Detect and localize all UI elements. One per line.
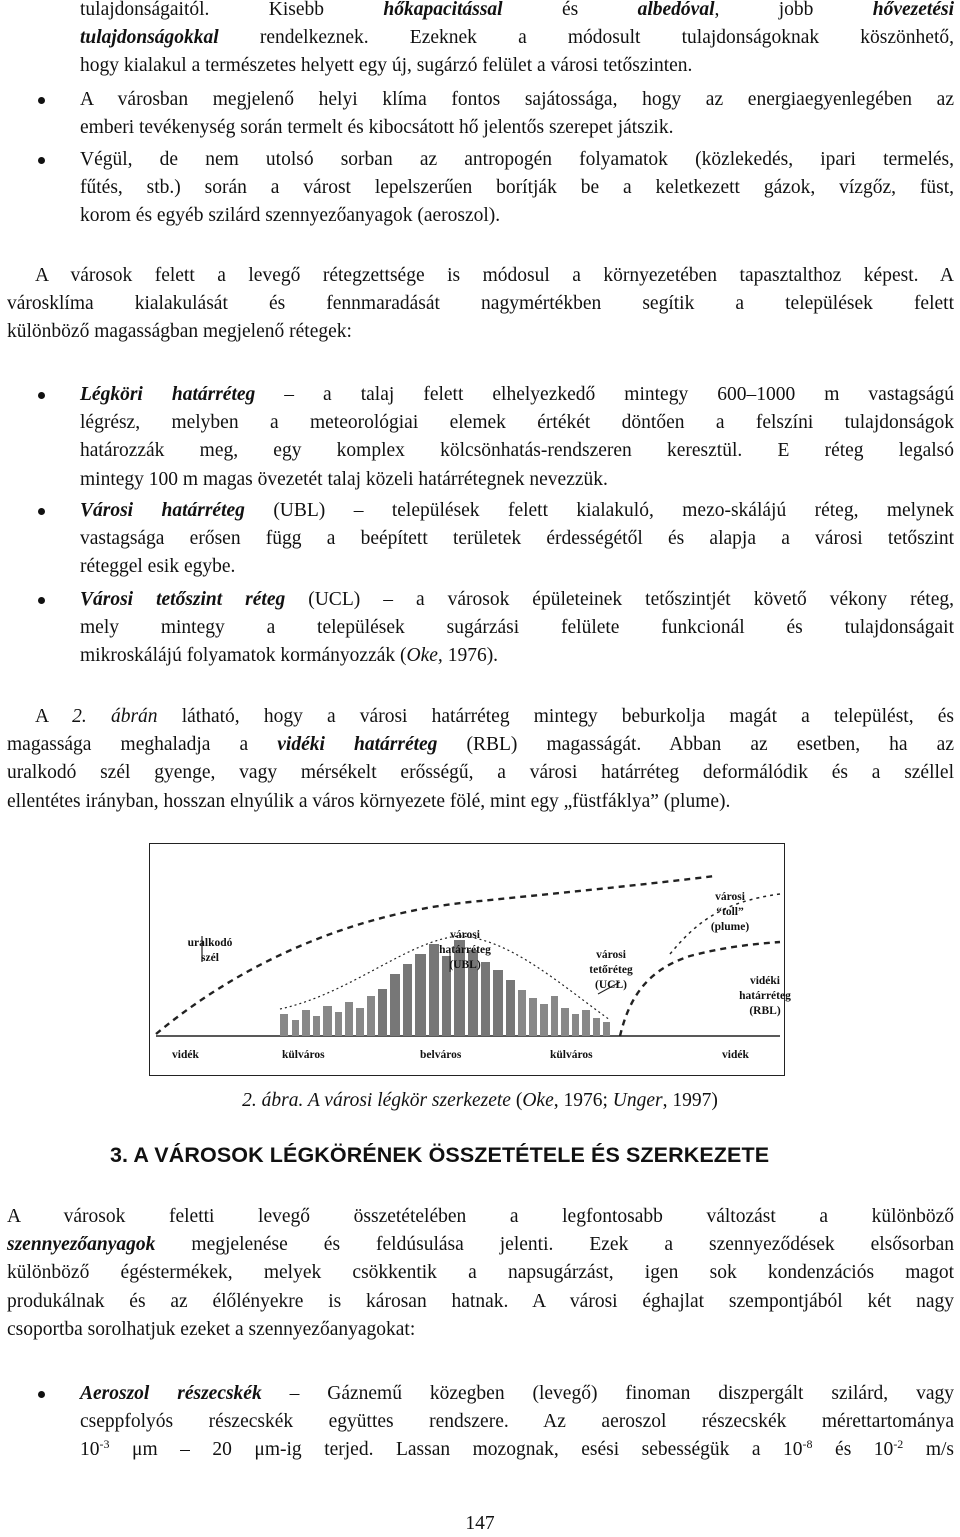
text-span: tulajdonságaitól. Kisebb [80, 0, 384, 20]
text-span: magassága meghaladja a [7, 734, 278, 756]
term-videki-hatarreteg: vidéki határréteg [277, 734, 438, 756]
text-span: m/s [903, 1439, 954, 1461]
exponent: -2 [893, 1437, 904, 1452]
label-line: városi [715, 891, 745, 903]
paragraph-layers-intro [7, 262, 954, 347]
text-line: mely mintegy a települések sugárzási felülete funkcionál és tulajdonságait [80, 617, 954, 639]
citation-author: Unger [612, 1090, 663, 1111]
text-span: , 1997) [662, 1090, 718, 1111]
text-line [80, 642, 954, 670]
text-line: emberi tevékenység során termelt és kibocsátott hő jelentős szerepet játszik. [80, 117, 674, 139]
page-number: 147 [465, 1513, 495, 1534]
ground-label-downtown: belváros [420, 1049, 462, 1061]
term-tulajdonsagokkal: tulajdonságokkal [80, 27, 219, 49]
label-line: tetőréteg [589, 964, 633, 976]
ground-label-suburb-left: külváros [282, 1049, 325, 1061]
text-span: és 10 [812, 1439, 894, 1461]
term-legkori-hatarreteg: Légköri határréteg [80, 384, 256, 405]
text-line [80, 0, 954, 24]
text-line [7, 1231, 954, 1259]
bullet-dot [38, 1391, 45, 1398]
label-line: határréteg [739, 990, 791, 1002]
text-line [80, 497, 954, 525]
text-span: rendelkeznek. Ezeknek a módosult tulajdonságoknak köszönhető, [218, 27, 954, 49]
caption-title: 2. ábra. A városi légkör szerkezete [242, 1090, 511, 1111]
citation-author: Oke, [406, 645, 443, 667]
label-prevailing-wind [170, 936, 250, 966]
text-line [7, 703, 954, 731]
text-span: (UBL) – települések felett kialakuló, mezo-skálájú réteg, melynek [244, 500, 954, 521]
text-span: – Gáznemű közegben (levegő) finoman diszpergált szilárd, vagy [261, 1383, 954, 1404]
bullet-dot [38, 392, 45, 399]
bullet-dot [38, 597, 45, 604]
text-span: 10 [80, 1439, 100, 1461]
text-line: különböző magasságban megjelenő rétegek: [7, 321, 352, 343]
text-span: μm – 20 μm-ig terjed. Lassan mozognak, esési sebességük a 10 [109, 1439, 803, 1461]
text-span: , 1976; [553, 1090, 613, 1111]
term-aeroszol: Aeroszol részecskék [80, 1383, 262, 1404]
label-ubl [420, 928, 510, 973]
term-varosi-hatarreteg: Városi határréteg [80, 500, 245, 521]
text-span: 1976). [442, 645, 499, 667]
exponent: -8 [802, 1437, 813, 1452]
text-span: megjelenése és feldúsulása jelenti. Ezek a szennyeződések elsősorban [155, 1234, 954, 1256]
label-line: vidéki [749, 975, 781, 987]
text-line: cseppfolyós részecskék együttes rendszere. Az aeroszol részecskék mérettartománya [80, 1411, 954, 1433]
text-line: határozzák meg, egy komplex kölcsönhatás-rendszeren keresztül. E réteg legalsó [80, 440, 954, 462]
term-szennyezoanyagok: szennyezőanyagok [7, 1234, 156, 1256]
text-span: mikroskálájú folyamatok kormányozzák ( [80, 645, 407, 667]
label-plume [685, 890, 775, 935]
bullet-human-heat [80, 86, 954, 142]
label-line: (UBL) [449, 959, 481, 971]
text-line: ellentétes irányban, hosszan elnyúlik a város környezete fölé, mint egy „füstfáklya” (plume). [7, 790, 731, 812]
label-line: szél [201, 952, 219, 964]
text-span: és [502, 0, 638, 20]
figure-caption [0, 1090, 960, 1112]
term-albedo: albedóval [637, 0, 715, 20]
label-line: városi [596, 949, 626, 961]
text-span: , jobb [714, 0, 873, 20]
text-span: A [35, 706, 73, 727]
bullet-aerosol [80, 1380, 954, 1465]
text-line [7, 731, 954, 759]
label-line: (plume) [710, 921, 750, 933]
term-hovezetesi: hővezetési [872, 0, 955, 20]
text-line: produkálnak és az élőlényekre is károsan hatnak. A városi éghajlat szempontjából két nagy [7, 1290, 954, 1312]
label-line: “toll” [716, 906, 744, 918]
text-line: A városban megjelenő helyi klíma fontos sajátossága, hogy az energiaegyenlegében az [80, 89, 954, 110]
term-hokapacitas: hőkapacitással [383, 0, 503, 20]
bullet-dot [38, 157, 45, 164]
text-span: látható, hogy a városi határréteg mintegy beburkolja magát a települést, és [157, 706, 954, 727]
label-line: (RBL) [749, 1005, 781, 1017]
bullet-atmospheric-boundary-layer [80, 381, 954, 494]
section-heading: 3. A VÁROSOK LÉGKÖRÉNEK ÖSSZETÉTELE ÉS SZERKEZETE [110, 1143, 770, 1167]
text-line: A városok felett a levegő rétegzettsége is módosul a környezetében tapasztalthoz képest. A [35, 265, 954, 286]
label-line: városi [450, 929, 480, 941]
bullet-anthropogenic [80, 146, 954, 231]
label-ucl [566, 948, 656, 993]
text-line [80, 586, 954, 614]
bullet-dot [38, 97, 45, 104]
text-line [80, 1380, 954, 1408]
text-line [80, 381, 954, 409]
paragraph-pollutants [7, 1203, 954, 1344]
text-line: uralkodó szél gyenge, vagy mérsékelt erősségű, a városi határréteg deformálódik és a széllel [7, 762, 954, 784]
text-span: – a talaj felett elhelyezkedő mintegy 600–1000 m vastagságú [255, 384, 954, 405]
text-line: városklíma kialakulását és fennmaradását nagymértékben segítik a települések felett [7, 293, 954, 315]
citation-author: Oke [522, 1090, 554, 1111]
text-line: hogy kialakul a természetes helyett egy új, sugárzó felület a városi tetőszinten. [80, 55, 693, 77]
bullet-dot [38, 508, 45, 515]
text-line: Végül, de nem utolsó sorban az antropogén folyamatok (közlekedés, ipari termelés, [80, 149, 954, 170]
text-line [80, 1436, 954, 1464]
text-line [80, 24, 954, 52]
label-rbl [720, 974, 810, 1019]
figure-urban-atmosphere [149, 843, 791, 1076]
bullet-urban-canopy-layer [80, 586, 954, 671]
text-span: (UCL) – a városok épületeinek tetőszintjét követő vékony réteg, [285, 589, 954, 610]
text-line: csoportba sorolhatjuk ezeket a szennyezőanyagokat: [7, 1318, 416, 1340]
paragraph-figure-reference [7, 703, 954, 816]
label-line: (UCL) [595, 979, 627, 991]
exponent: -3 [99, 1437, 110, 1452]
ground-label-rural-left: vidék [172, 1049, 199, 1061]
text-line: réteggel esik egybe. [80, 556, 236, 578]
text-span: ( [510, 1090, 523, 1111]
text-span: (RBL) magasságát. Abban az esetben, ha az [437, 734, 954, 756]
text-line: A városok feletti levegő összetételében a legfontosabb változást a különböző [7, 1206, 954, 1227]
ground-label-suburb-right: külváros [550, 1049, 593, 1061]
figure-ref: 2. ábrán [72, 706, 158, 727]
intro-paragraph [80, 0, 954, 81]
text-line: különböző égéstermékek, melyek csökkentik a napsugárzást, igen sok kondenzációs magot [7, 1262, 954, 1284]
label-line: uralkodó [187, 937, 233, 949]
text-line: vastagsága erősen függ a beépített területek érdességétől és alapja a városi tetőszint [80, 528, 954, 550]
bullet-urban-boundary-layer [80, 497, 954, 582]
buildings-right-suburb [518, 990, 610, 1036]
text-line: mintegy 100 m magas övezetét talaj közeli határrétegnek nevezzük. [80, 468, 608, 490]
label-line: határréteg [439, 944, 491, 956]
term-varosi-tetoszint-reteg: Városi tetőszint réteg [80, 589, 286, 610]
ground-label-rural-right: vidék [722, 1049, 749, 1061]
text-line: korom és egyéb szilárd szennyezőanyagok (aeroszol). [80, 205, 501, 227]
text-line: fűtés, stb.) során a várost lepelszerűen borítják be a keletkezett gázok, vízgőz, füst, [80, 177, 954, 199]
text-line: légrész, melyben a meteorológiai elemek értékét döntően a felszíni tulajdonságok [80, 412, 954, 434]
buildings-left-suburb [280, 996, 375, 1036]
